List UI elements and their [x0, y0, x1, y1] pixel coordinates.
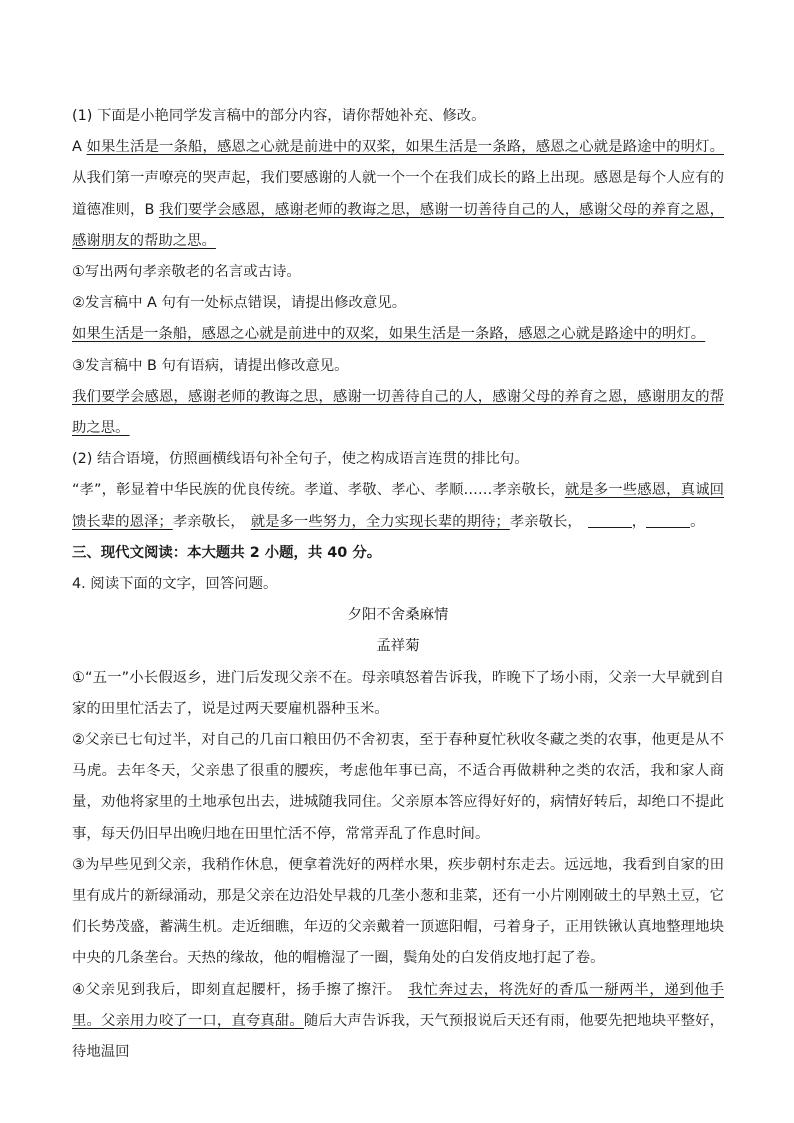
- sub-question-1: ①写出两句孝亲敬老的名言或古诗。: [72, 264, 301, 281]
- q2-underlined-2: 就是多一些努力，全力实现长辈的期待；: [250, 513, 510, 530]
- article-title: 夕阳不舍桑麻情: [347, 607, 449, 624]
- sub-question-2-quote: 如果生活是一条船，感恩之心就是前进中的双桨，如果生活是一条路，感恩之心就是路途中的明灯。: [72, 326, 706, 343]
- q2-text-1: “孝”，彰显着中华民族的优良传统。孝道、孝敬、孝心、孝顺……孝亲敬长，: [72, 482, 565, 499]
- sentence-a-underlined: 如果生活是一条船，感恩之心就是前进中的双桨，如果生活是一条路，感恩之心就是路途中的明灯。: [86, 139, 724, 156]
- sub-question-3: ③发言稿中 B 句有语病，请提出修改意见。: [72, 357, 349, 374]
- passage-text: 从我们第一声嘹亮的哭声起，我们要感谢的人就一个一个在我们成长的路上出现。感恩是每个人应有的道德准则，: [72, 170, 724, 218]
- sub-question-2: ②发言稿中 A 句有一处标点错误，请提出修改意见。: [72, 295, 407, 312]
- q2-text-2: 孝亲敬长，: [172, 513, 245, 530]
- q2-text-3: 孝亲敬长，: [509, 513, 582, 530]
- question-4-intro: 4. 阅读下面的文字，回答问题。: [72, 576, 278, 593]
- question-2-intro: (2) 结合语境，仿照画横线语句补全句子，使之构成语言连贯的排比句。: [72, 451, 529, 468]
- label-a: A: [72, 139, 87, 156]
- question-1-intro: (1) 下面是小艳同学发言稿中的部分内容，请你帮她补充、修改。: [72, 108, 486, 124]
- article-paragraph-1: ①“五一”小长假返乡，进门后发现父亲不在。母亲嗔怒着告诉我，昨晚下了场小雨，父亲一大早就到自家的田里忙活去了，说是过两天要雇机器种玉米。: [72, 669, 724, 717]
- question-2-text: [72, 475, 724, 537]
- sentence-b-underlined: 我们要学会感恩，感谢老师的教诲之思，感谢一切善待自己的人，感谢父母的养育之恩，感谢朋友的帮助之思。: [72, 201, 724, 249]
- answer-blank-2[interactable]: [646, 509, 690, 528]
- article-paragraph-4: [72, 975, 724, 1069]
- q2-end: 。: [690, 513, 705, 530]
- document-body: [72, 101, 724, 1068]
- art-p4-text-b: 随后大声告诉我，天气预报说后天还有雨，他要先把地块平整好，待地温回: [72, 1012, 724, 1061]
- article-author: 孟祥菊: [376, 638, 420, 655]
- label-b: B: [144, 201, 159, 218]
- sub-question-3-quote: 我们要学会感恩，感谢老师的教诲之思，感谢一切善待自己的人，感谢父母的养育之恩，感谢朋友的帮助之思。: [72, 388, 724, 437]
- passage-paragraph: [72, 132, 724, 257]
- q2-underlined-1: 就是多一些感恩，真诚回馈长辈的恩泽；: [72, 482, 724, 530]
- art-p4-underlined: 我忙奔过去，将洗好的香瓜一掰两半，递到他手里。父亲用力咬了一口，直夸真甜。: [72, 981, 724, 1029]
- section-3-heading: 三、现代文阅读：本大题共 2 小题，共 40 分。: [72, 544, 382, 561]
- answer-blank-1[interactable]: [588, 509, 632, 528]
- article-paragraph-2: ②父亲已七旬过半，对自己的几亩口粮田仍不舍初衷，至于春种夏忙秋收冬藏之类的农事，他更是从不马虎。去年冬天，父亲患了很重的腰疾，考虑他年事已高，不适合再做耕种之类的农活，我和家人商量，劝他将家里的土地承包出去，进城随我同住。父亲原本答应得好好的，病情好转后，却绝口不提此事，每天仍旧早出晚归地在田里忙活不停，常常弄乱了作息时间。: [72, 732, 724, 842]
- q2-separator: ，: [631, 513, 647, 530]
- article-paragraph-3: ③为早些见到父亲，我稍作休息，便拿着洗好的两样水果，疾步朝村东走去。远远地，我看到自家的田里有成片的新绿涌动，那是父亲在边沿处早栽的几垄小葱和韭菜，还有一小片刚刚破土的早熟土豆，它们长势茂盛，蓄满生机。走近细瞧，年迈的父亲戴着一顶遮阳帽，弓着身子，正用铁锹认真地整理地块中央的几条垄台。天热的缘故，他的帽檐湿了一圈，鬓角处的白发俏皮地打起了卷。: [72, 856, 724, 967]
- art-p4-text-a: ④父亲见到我后，即刻直起腰杆，扬手擦了擦汗。: [72, 981, 402, 998]
